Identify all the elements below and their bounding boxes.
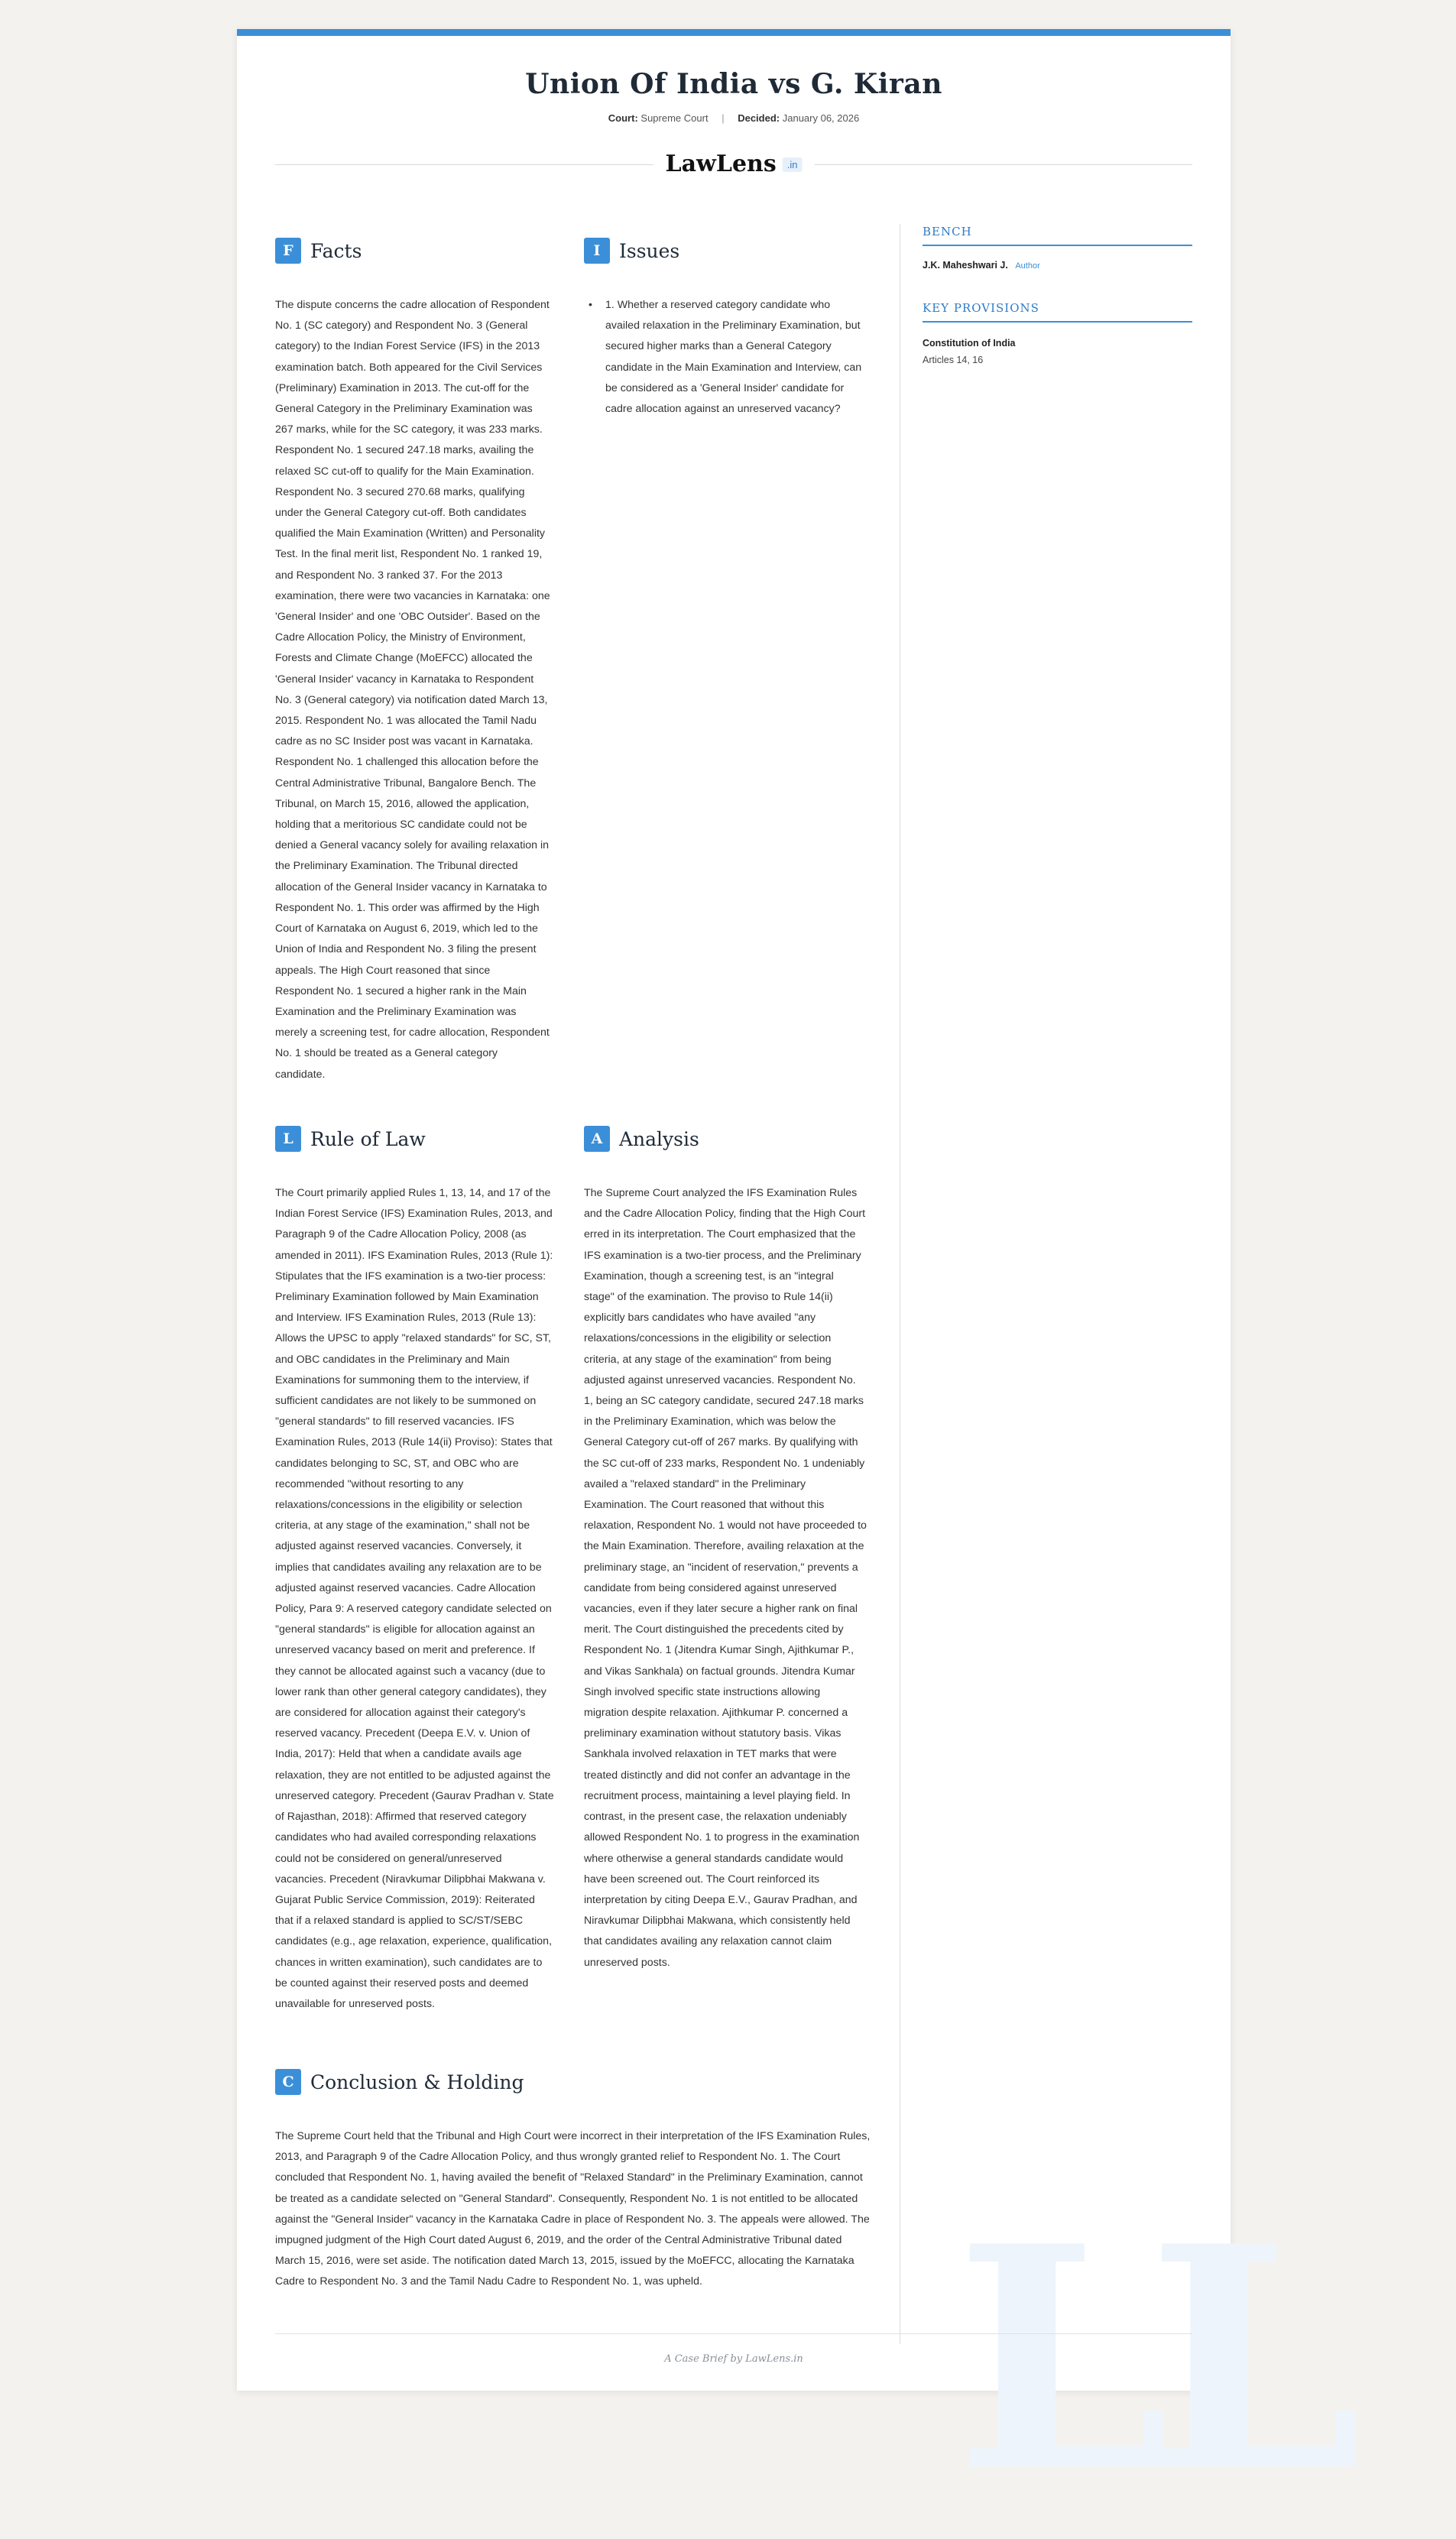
provision-detail: Articles 14, 16 [923, 355, 984, 365]
section-title: Conclusion & Holding [310, 2070, 524, 2093]
section-title: Issues [619, 239, 680, 262]
bench-heading: BENCH [923, 225, 1192, 246]
footer-rule [275, 2333, 1192, 2334]
brand-divider [275, 151, 1192, 181]
issue-item: • 1. Whether a reserved category candidate who availed relaxation in the Preliminary Examination, but secured higher marks than a General Category candidate in the Main Examination and Interview, can be considered as a 'General Insider' candidate for cadre allocation against an unreserved vacancy? [589, 295, 867, 420]
section-letter-badge: C [275, 2069, 301, 2095]
section-letter-badge: F [275, 238, 301, 264]
section-facts [275, 237, 550, 1085]
case-meta [237, 112, 1231, 124]
case-brief-page [237, 29, 1340, 2539]
provision-title: Constitution of India [923, 338, 1016, 349]
footer-credit: A Case Brief by LawLens.in [664, 2353, 803, 2365]
brand-tld-badge: .in [783, 157, 803, 172]
conclusion-text: The Supreme Court held that the Tribunal and High Court were incorrect in their interpretation of the IFS Examination Rules, 2013, and Paragraph 9 of the Cadre Allocation Policy, and thus wrongly granted relief to Respondent No. 1. The Court concluded that Respondent No. 1, having availed the benefit of "Relaxed Standard" in the Preliminary Examination, cannot be treated as a candidate selected on "General Standard". Consequently, Respondent No. 1 is not entitled to be allocated against the "General Insider" vacancy in the Karnataka Cadre in place of Respondent No. 3. The appeals were allowed. The impugned judgment of the High Court dated August 6, 2019, and the order of the Central Administrative Tribunal dated March 15, 2016, were set aside. The notification dated March 13, 2015, issued by the MoEFCC, allocating the Karnataka Cadre to Respondent No. 3 and the Tamil Nadu Cadre to Respondent No. 1, was upheld. [275, 2130, 871, 2288]
section-issues [584, 237, 867, 420]
section-heading [275, 1125, 554, 1153]
issues-list [584, 295, 867, 420]
analysis-text: The Supreme Court analyzed the IFS Examination Rules and the Cadre Allocation Policy, finding that the High Court erred in its interpretation. The Court emphasized that the IFS examination is a two-tier process, and the Preliminary Examination, though a screening test, is an "integral stage" of the examination. The proviso to Rule 14(ii) explicitly bars candidates who have availed "any relaxations/concessions in the eligibility or selection criteria, at any stage of the examination" from being adjusted against unreserved vacancies. Respondent No. 1, being an SC category candidate, secured 247.18 marks in the Preliminary Examination, which was below the General Category cut-off of 267 marks. By qualifying with the SC cut-off of 233 marks, Respondent No. 1 undeniably availed a "relaxed standard" in the Preliminary Examination. The Court reasoned that without this relaxation, Respondent No. 1 would not have proceeded to the Main Examination. Therefore, availing relaxation at the preliminary stage, an "incident of reservation," prevents a candidate from being considered against unreserved vacancies, even if they later secure a higher rank on final merit. The Court distinguished the precedents cited by Respondent No. 1 (Jitendra Kumar Singh, Ajithkumar P., and Vikas Sankhala) on factual grounds. Jitendra Kumar Singh involved specific state instructions allowing migration despite relaxation. Ajithkumar P. concerned a preliminary examination without statutory basis. Vikas Sankhala involved relaxation in TET marks that were treated distinctly and did not confer an advantage in the recruitment process, maintaining a level playing field. In contrast, in the present case, the relaxation undeniably allowed Respondent No. 1 to progress in the examination where otherwise a general standards candidate would have been screened out. The Court reinforced its interpretation by citing Deepa E.V., Gaurav Pradhan, and Niravkumar Dilipbhai Makwana, which consistently held that candidates availing any relaxation cannot claim unreserved posts. [584, 1187, 867, 1969]
court-value: Supreme Court [640, 112, 709, 124]
bench-judge-name: J.K. Maheshwari J. [923, 260, 1008, 271]
section-letter-badge: I [584, 238, 610, 264]
section-heading [275, 237, 550, 264]
watermark-logo: LL [955, 2180, 1340, 2539]
rule-of-law-text: The Court primarily applied Rules 1, 13, 14, and 17 of the Indian Forest Service (IFS) Examination Rules, 2013, and Paragraph 9 of the Cadre Allocation Policy, 2008 (as amended in 2011). IFS Examination Rules, 2013 (Rule 1): Stipulates that the IFS examination is a two-tier process: Preliminary Examination followed by Main Examination and Interview. IFS Examination Rules, 2013 (Rule 13): Allows the UPSC to apply "relaxed standards" for SC, ST, and OBC candidates in the Preliminary and Main Examinations for summoning them to the interview, if sufficient candidates are not likely to be summoned on "general standards" to fill reserved vacancies. IFS Examination Rules, 2013 (Rule 14(ii) Proviso): States that candidates belonging to SC, ST, and OBC who are recommended "without resorting to any relaxations/concessions in the eligibility or selection criteria, at any stage of the examination," shall not be adjusted against reserved vacancies. Conversely, it implies that candidates availing any relaxation are to be adjusted against reserved vacancies. Cadre Allocation Policy, Para 9: A reserved category candidate selected on "general standards" is eligible for allocation against an unreserved vacancy based on merit and preference. If they cannot be allocated against such a vacancy (due to lower rank than other general category candidates), they are considered for allocation against their category's reserved vacancy. Precedent (Deepa E.V. v. Union of India, 2017): Held that when a candidate avails age relaxation, they are not entitled to be adjusted against the unreserved category. Precedent (Gaurav Pradhan v. State of Rajasthan, 2018): Affirmed that reserved category candidates who had availed corresponding relaxations could not be considered on general/unreserved vacancies. Precedent (Niravkumar Dilipbhai Makwana v. Gujarat Public Service Commission, 2019): Reiterated that if a relaxed standard is applied to SC/ST/SEBC candidates (e.g., age relaxation, experience, qualification, chances in written examination), such candidates are to be counted against their reserved posts and deemed unavailable for unreserved posts. [275, 1187, 554, 2010]
section-heading [275, 2068, 871, 2096]
section-heading [584, 237, 867, 264]
section-conclusion [275, 2068, 871, 2293]
decided-value: January 06, 2026 [782, 112, 860, 124]
decided-label: Decided: [738, 112, 780, 124]
section-title: Rule of Law [310, 1127, 426, 1150]
court-label: Court: [608, 112, 638, 124]
section-letter-badge: A [584, 1126, 610, 1152]
section-title: Analysis [619, 1127, 699, 1150]
section-rule-of-law [275, 1125, 554, 2015]
meta-separator: | [722, 112, 725, 124]
section-letter-badge: L [275, 1126, 301, 1152]
section-analysis [584, 1125, 867, 1973]
brand-name: LawLens [665, 151, 777, 177]
bench-judge [923, 260, 1192, 271]
case-header [237, 68, 1231, 124]
case-title: Union Of India vs G. Kiran [525, 68, 942, 100]
section-heading [584, 1125, 867, 1153]
bench-role-tag: Author [1015, 261, 1040, 271]
section-title: Facts [310, 239, 362, 262]
brand-logo [653, 151, 815, 177]
provisions-heading: KEY PROVISIONS [923, 301, 1192, 323]
facts-text: The dispute concerns the cadre allocation of Respondent No. 1 (SC category) and Respondent No. 3 (General category) to the Indian Forest Service (IFS) in the 2013 examination batch. Both appeared for the Civil Services (Preliminary) Examination in 2013. The cut-off for the General Category in the Preliminary Examination was 267 marks, while for the SC category, it was 233 marks. Respondent No. 1 secured 247.18 marks, availing the relaxed SC cut-off to qualify for the Main Examination. Respondent No. 3 secured 270.68 marks, qualifying under the General Category cut-off. Both candidates qualified the Main Examination (Written) and Personality Test. In the final merit list, Respondent No. 1 ranked 19, and Respondent No. 3 ranked 37. For the 2013 examination, there were two vacancies in Karnataka: one 'General Insider' and one 'OBC Outsider'. Based on the Cadre Allocation Policy, the Ministry of Environment, Forests and Climate Change (MoEFCC) allocated the 'General Insider' vacancy in Karnataka to Respondent No. 3 (General category) via notification dated March 13, 2015. Respondent No. 1 was allocated the Tamil Nadu cadre as no SC Insider post was vacant in Karnataka. Respondent No. 1 challenged this allocation before the Central Administrative Tribunal, Bangalore Bench. The Tribunal, on March 15, 2016, allowed the application, holding that a meritorious SC candidate could not be denied a General vacancy solely for availing relaxation in the Preliminary Examination. The Tribunal directed allocation of the General Insider vacancy in Karnataka to Respondent No. 1. This order was affirmed by the High Court of Karnataka on August 6, 2019, which led to the Union of India and Respondent No. 3 filing the present appeals. The High Court reasoned that since Respondent No. 1 secured a higher rank in the Main Examination and the Preliminary Examination was merely a screening test, for cadre allocation, Respondent No. 1 should be treated as a General category candidate. [275, 299, 550, 1081]
sidebar [923, 225, 1192, 365]
